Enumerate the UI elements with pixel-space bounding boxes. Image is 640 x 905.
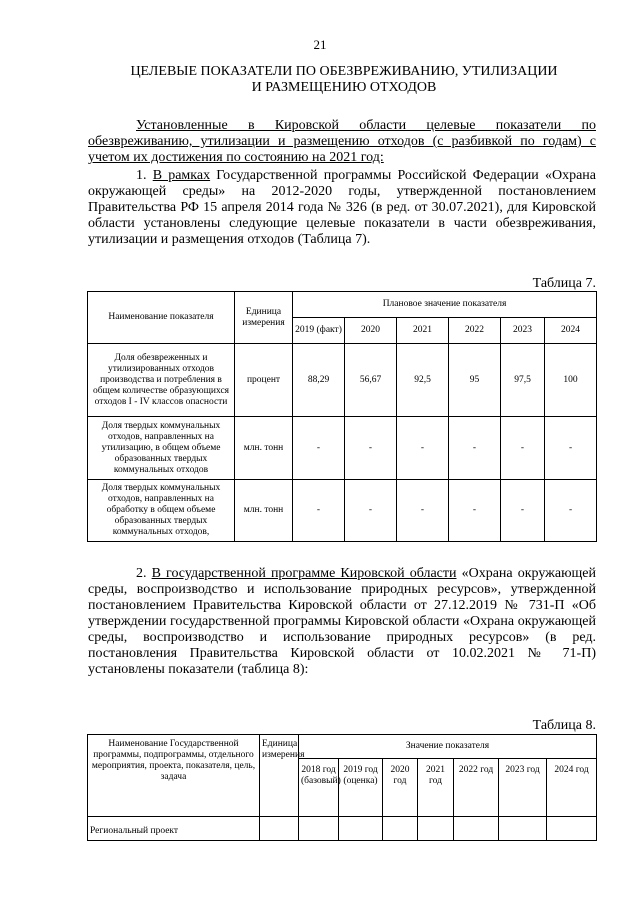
- intro-text: Установленные в Кировской области целевые показатели по обезвреживанию, утилизации и размещению отходов (с разбивкой по годам) с учетом их достижения по состоянию на 2021 год:: [88, 118, 596, 165]
- t8-head-name: Наименование Государственной программы, подпрограммы, отдельного мероприятия, проекта, показателя, цель, задача: [88, 735, 260, 817]
- table-8: [87, 734, 597, 841]
- row-unit: млн. тонн: [235, 417, 293, 480]
- cell: 56,67: [345, 344, 397, 417]
- row-name: Региональный проект: [88, 817, 260, 841]
- cell: -: [397, 480, 449, 542]
- t8-head-group: Значение показателя: [299, 735, 597, 759]
- t7-year: 2020: [345, 318, 397, 344]
- t7-year: 2024: [545, 318, 597, 344]
- cell: -: [345, 417, 397, 480]
- cell: -: [345, 480, 397, 542]
- row-unit: процент: [235, 344, 293, 417]
- cell: [547, 817, 597, 841]
- row-name: Доля твердых коммунальных отходов, направленных на утилизацию, в общем объеме образованных твердых коммунальных отходов: [88, 417, 235, 480]
- row-unit: млн. тонн: [235, 480, 293, 542]
- section-2-lead: В государственной программе Кировской области: [151, 566, 457, 581]
- cell: -: [293, 417, 345, 480]
- cell: [383, 817, 418, 841]
- cell: 92,5: [397, 344, 449, 417]
- cell: [339, 817, 383, 841]
- cell: [260, 817, 299, 841]
- table-7: [87, 291, 597, 542]
- table-8-caption: Таблица 8.: [532, 718, 596, 733]
- t7-year: 2021: [397, 318, 449, 344]
- row-name: Доля твердых коммунальных отходов, направленных на обработку в общем объеме образованных твердых коммунальных отходов,: [88, 480, 235, 542]
- t7-year: 2023: [501, 318, 545, 344]
- t8-year: 2018 год (базовый): [299, 759, 339, 817]
- t8-year: 2019 год (оценка): [339, 759, 383, 817]
- title-line-1: ЦЕЛЕВЫЕ ПОКАЗАТЕЛИ ПО ОБЕЗВРЕЖИВАНИЮ, УТИЛИЗАЦИИ: [130, 64, 558, 79]
- cell: -: [397, 417, 449, 480]
- table-row: [88, 480, 597, 542]
- cell: -: [545, 417, 597, 480]
- cell: [499, 817, 547, 841]
- cell: 97,5: [501, 344, 545, 417]
- cell: 95: [449, 344, 501, 417]
- intro-paragraph: [88, 118, 596, 166]
- table-row: [88, 417, 597, 480]
- row-name: Доля обезвреженных и утилизированных отходов производства и потребления в общем количестве образующихся отходов I - IV классов опасности: [88, 344, 235, 417]
- section-1-lead: В рамках: [152, 168, 211, 183]
- table-row: [88, 817, 597, 841]
- cell: [299, 817, 339, 841]
- t8-head-unit: Единица измерения: [260, 735, 299, 817]
- cell: -: [449, 480, 501, 542]
- cell: -: [501, 480, 545, 542]
- section-1-paragraph: [88, 168, 596, 248]
- cell: -: [501, 417, 545, 480]
- t7-year: 2022: [449, 318, 501, 344]
- t8-year: 2022 год: [454, 759, 499, 817]
- section-2-paragraph: [88, 566, 596, 678]
- t7-head-unit: Единица измерения: [235, 292, 293, 344]
- cell: 100: [545, 344, 597, 417]
- cell: [418, 817, 454, 841]
- t8-year: 2021 год: [418, 759, 454, 817]
- table-row: [88, 344, 597, 417]
- section-2-text: 2. В государственной программе Кировской области «Охрана окружающей среды, воспроизводство и использование природных ресурсов», утвержденной постановлением Правительства Кировской области от 27.12.2019 № 731-П «Об утверждении государственной программы Кировской области «Охрана окружающей среды, воспроизводство и использование природных ресурсов» (в ред. постановления Правительства Кировской области от 10.02.2021 № 71-П) установлены показатели (таблица 8):: [88, 566, 597, 677]
- cell: -: [449, 417, 501, 480]
- cell: -: [293, 480, 345, 542]
- table-7-caption: Таблица 7.: [532, 276, 596, 291]
- page-title: [88, 64, 600, 96]
- cell: [454, 817, 499, 841]
- cell: 88,29: [293, 344, 345, 417]
- t7-year: 2019 (факт): [293, 318, 345, 344]
- t8-year: 2023 год: [499, 759, 547, 817]
- t7-head-group: Плановое значение показателя: [293, 292, 597, 318]
- page-number: 21: [313, 37, 327, 52]
- title-line-2: И РАЗМЕЩЕНИЮ ОТХОДОВ: [251, 80, 437, 95]
- t8-year: 2024 год: [547, 759, 597, 817]
- t7-head-name: Наименование показателя: [88, 292, 235, 344]
- section-1-text: 1. В рамках Государственной программы Российской Федерации «Охрана окружающей среды» на 2012-2020 годы, утвержденной постановлением Правительства РФ 15 апреля 2014 года № 326 (в ред. от 30.07.2021), для Кировской области установлены следующие целевые показатели в части обезвреживания, утилизации и размещения отходов (Таблица 7).: [88, 168, 596, 247]
- cell: -: [545, 480, 597, 542]
- t8-year: 2020 год: [383, 759, 418, 817]
